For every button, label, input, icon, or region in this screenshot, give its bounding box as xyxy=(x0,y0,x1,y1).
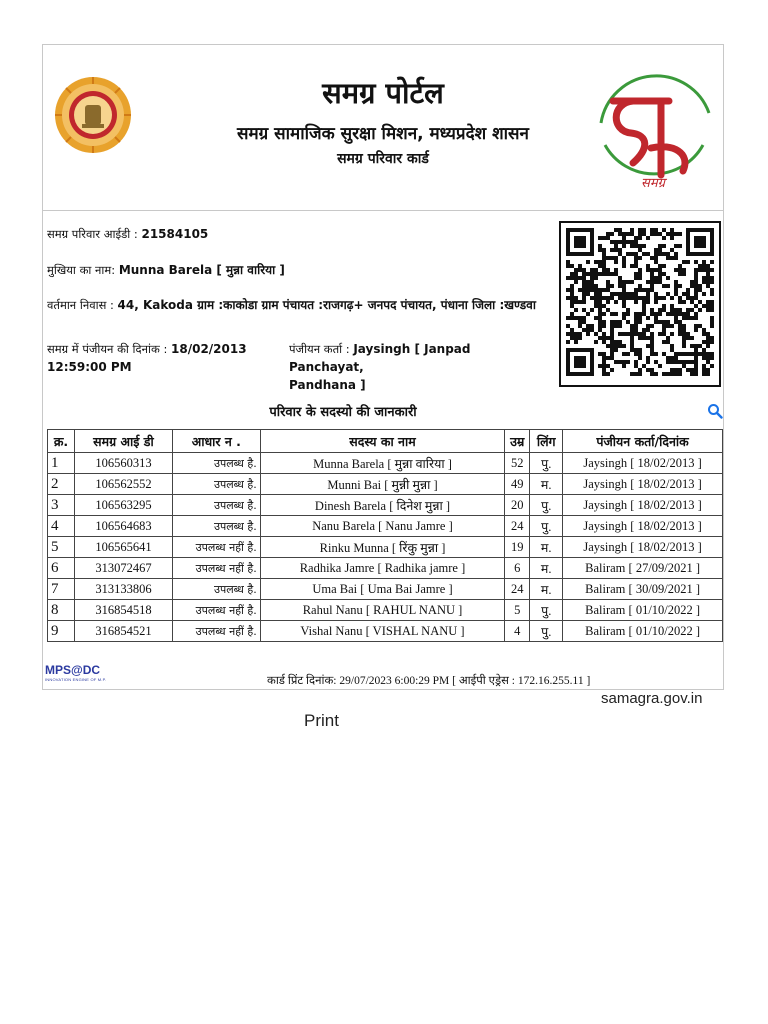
cell-member-name: Uma Bai [ Uma Bai Jamre ] xyxy=(260,579,505,600)
family-card xyxy=(42,44,724,690)
table-row xyxy=(48,558,723,579)
cell-serial: 6 xyxy=(48,558,75,579)
cell-gender: म. xyxy=(530,558,563,579)
cell-registrar-date: Baliram [ 27/09/2021 ] xyxy=(563,558,723,579)
cell-registrar-date: Baliram [ 01/10/2022 ] xyxy=(563,600,723,621)
registrar-value: Jaysingh [ Janpad Panchayat, xyxy=(289,342,471,374)
table-row xyxy=(48,537,723,558)
cell-age: 19 xyxy=(505,537,530,558)
cell-member-name: Munna Barela [ मुन्ना वारिया ] xyxy=(260,453,505,474)
cell-samagra-id: 106565641 xyxy=(74,537,172,558)
cell-serial: 1 xyxy=(48,453,75,474)
portal-title: समग्र पोर्टल xyxy=(322,76,444,110)
col-header-serial: क्र. xyxy=(48,430,75,453)
cell-registrar-date: Jaysingh [ 18/02/2013 ] xyxy=(563,495,723,516)
mpsedc-tagline: INNOVATION ENGINE OF M.P. xyxy=(45,677,107,682)
cell-age: 24 xyxy=(505,579,530,600)
col-header-aadhaar: आधार न . xyxy=(172,430,260,453)
cell-member-name: Vishal Nanu [ VISHAL NANU ] xyxy=(260,621,505,642)
cell-aadhaar-status: उपलब्ध है. xyxy=(172,579,260,600)
cell-member-name: Rinku Munna [ रिंकु मुन्ना ] xyxy=(260,537,505,558)
cell-registrar-date: Baliram [ 01/10/2022 ] xyxy=(563,621,723,642)
cell-age: 20 xyxy=(505,495,530,516)
col-header-samagra-id: समग्र आई डी xyxy=(74,430,172,453)
cell-serial: 2 xyxy=(48,474,75,495)
cell-serial: 9 xyxy=(48,621,75,642)
cell-aadhaar-status: उपलब्ध है. xyxy=(172,516,260,537)
registrar-row xyxy=(289,340,549,394)
cell-gender: पु. xyxy=(530,600,563,621)
cell-gender: म. xyxy=(530,474,563,495)
cell-aadhaar-status: उपलब्ध नहीं है. xyxy=(172,558,260,579)
address-row xyxy=(47,296,557,314)
col-header-gender: लिंग xyxy=(530,430,563,453)
cell-gender: म. xyxy=(530,579,563,600)
cell-gender: म. xyxy=(530,537,563,558)
card-type: समग्र परिवार कार्ड xyxy=(337,151,429,167)
cell-member-name: Munni Bai [ मुन्नी मुन्ना ] xyxy=(260,474,505,495)
cell-aadhaar-status: उपलब्ध नहीं है. xyxy=(172,537,260,558)
mpsedc-logo xyxy=(45,663,106,682)
table-row xyxy=(48,516,723,537)
cell-registrar-date: Baliram [ 30/09/2021 ] xyxy=(563,579,723,600)
samagra-logo xyxy=(591,53,715,193)
col-header-age: उम्र xyxy=(505,430,530,453)
cell-aadhaar-status: उपलब्ध नहीं है. xyxy=(172,621,260,642)
cell-age: 52 xyxy=(505,453,530,474)
cell-registrar-date: Jaysingh [ 18/02/2013 ] xyxy=(563,537,723,558)
cell-aadhaar-status: उपलब्ध नहीं है. xyxy=(172,600,260,621)
cell-samagra-id: 106563295 xyxy=(74,495,172,516)
cell-member-name: Dinesh Barela [ दिनेश मुन्ना ] xyxy=(260,495,505,516)
cell-registrar-date: Jaysingh [ 18/02/2013 ] xyxy=(563,453,723,474)
cell-member-name: Nanu Barela [ Nanu Jamre ] xyxy=(260,516,505,537)
cell-gender: पु. xyxy=(530,621,563,642)
cell-samagra-id: 106562552 xyxy=(74,474,172,495)
table-row xyxy=(48,453,723,474)
members-table xyxy=(47,429,723,642)
registrar-value-line2: Pandhana ] xyxy=(289,378,366,392)
cell-serial: 3 xyxy=(48,495,75,516)
reg-date-label: समग्र में पंजीयन की दिनांक : xyxy=(47,342,172,356)
site-url: samagra.gov.in xyxy=(601,690,703,707)
table-row xyxy=(48,621,723,642)
col-header-registrar-date: पंजीयन कर्ता/दिनांक xyxy=(563,430,723,453)
address-label: वर्तमान निवास : xyxy=(47,298,118,312)
cell-aadhaar-status: उपलब्ध है. xyxy=(172,474,260,495)
cell-samagra-id: 106560313 xyxy=(74,453,172,474)
samagra-logo-text: समग्र xyxy=(641,176,665,191)
cell-samagra-id: 106564683 xyxy=(74,516,172,537)
table-row xyxy=(48,579,723,600)
portal-subtitle: समग्र सामाजिक सुरक्षा मिशन, मध्यप्रदेश शासन xyxy=(236,124,529,144)
cell-registrar-date: Jaysingh [ 18/02/2013 ] xyxy=(563,474,723,495)
cell-serial: 4 xyxy=(48,516,75,537)
head-row xyxy=(47,261,285,279)
print-info: कार्ड प्रिंट दिनांक: 29/07/2023 6:00:29 PM [ आईपी एड्रेस : 172.16.255.11 ] xyxy=(267,675,591,687)
cell-samagra-id: 316854521 xyxy=(74,621,172,642)
cell-samagra-id: 313072467 xyxy=(74,558,172,579)
qr-code-pattern xyxy=(561,223,719,385)
head-name: Munna Barela [ मुन्ना वारिया ] xyxy=(118,263,285,277)
family-id-value: 21584105 xyxy=(141,227,209,241)
members-section-title: परिवार के सदस्यो की जानकारी xyxy=(269,405,417,420)
cell-gender: पु. xyxy=(530,453,563,474)
family-id-row xyxy=(47,225,208,243)
qr-code xyxy=(559,221,721,387)
cell-member-name: Radhika Jamre [ Radhika jamre ] xyxy=(260,558,505,579)
registrar-label: पंजीयन कर्ता : xyxy=(289,342,354,356)
mpsedc-logo-text: MPS@DC xyxy=(45,663,101,677)
cell-age: 5 xyxy=(505,600,530,621)
cell-samagra-id: 313133806 xyxy=(74,579,172,600)
cell-aadhaar-status: उपलब्ध है. xyxy=(172,495,260,516)
cell-serial: 5 xyxy=(48,537,75,558)
head-label: मुखिया का नाम: xyxy=(47,263,119,277)
cell-gender: पु. xyxy=(530,516,563,537)
reg-time-value: 12:59:00 PM xyxy=(47,360,132,374)
cell-serial: 8 xyxy=(48,600,75,621)
members-table-body xyxy=(48,453,723,642)
cell-age: 24 xyxy=(505,516,530,537)
cell-serial: 7 xyxy=(48,579,75,600)
col-header-member-name: सदस्य का नाम xyxy=(260,430,505,453)
cell-aadhaar-status: उपलब्ध है. xyxy=(172,453,260,474)
table-row xyxy=(48,474,723,495)
members-table-header xyxy=(48,430,723,453)
search-icon[interactable] xyxy=(707,403,723,419)
family-id-label: समग्र परिवार आईडी : xyxy=(47,227,142,241)
cell-age: 49 xyxy=(505,474,530,495)
card-header xyxy=(43,45,723,211)
print-link[interactable]: Print xyxy=(304,711,339,730)
cell-age: 4 xyxy=(505,621,530,642)
cell-registrar-date: Jaysingh [ 18/02/2013 ] xyxy=(563,516,723,537)
cell-gender: पु. xyxy=(530,495,563,516)
cell-samagra-id: 316854518 xyxy=(74,600,172,621)
table-row xyxy=(48,495,723,516)
reg-date-row xyxy=(47,340,287,376)
cell-age: 6 xyxy=(505,558,530,579)
cell-member-name: Rahul Nanu [ RAHUL NANU ] xyxy=(260,600,505,621)
address-value: 44, Kakoda ग्राम :काकोडा ग्राम पंचायत :राजगढ़+ जनपद पंचायत, पंधाना जिला :खण्डवा xyxy=(117,298,536,312)
reg-date-value: 18/02/2013 xyxy=(171,342,247,356)
table-row xyxy=(48,600,723,621)
